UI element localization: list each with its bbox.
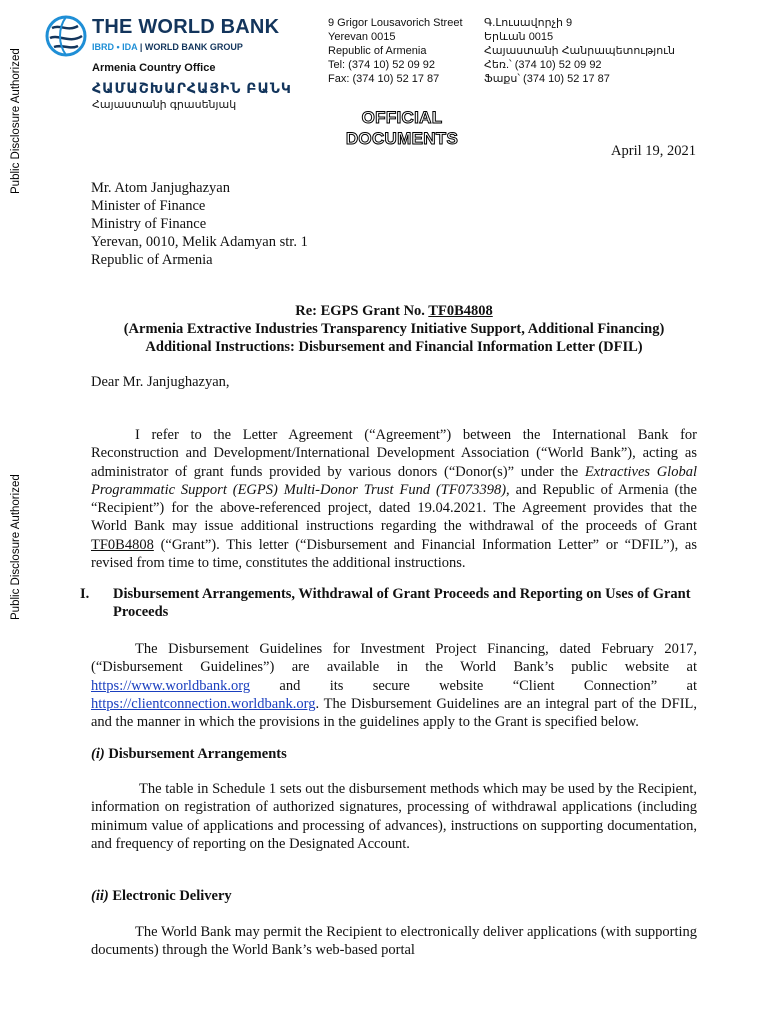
address-armenian: Գ.Լուսավորչի 9 Երևան 0015 Հայաստանի Հանրապետություն Հեռ.՝ (374 10) 52 09 92 Ֆաքս՝ (374 10) 52 17 87 xyxy=(484,17,675,85)
subheading-disbursement-arrangements: (i) Disbursement Arrangements xyxy=(91,746,287,762)
disclosure-label-top: Public Disclosure Authorized xyxy=(10,48,22,194)
addressee-block: Mr. Atom Janjughazyan Minister of Finance Ministry of Finance Yerevan, 0010, Melik Adamyan str. 1 Republic of Armenia xyxy=(91,180,308,268)
intro-paragraph: I refer to the Letter Agreement (“Agreement”) between the International Bank for Reconstruction and Development/International Development Association (“World Bank”), acting as administrator of grant funds provided by various donors (“Donor(s)” under the Extractives Global Programmatic Support (EGPS) Multi-Donor Trust Fund (TF073398), and Republic of Armenia (the “Recipient”) for the above-referenced project, dated 19.04.2021. The Agreement provides that the World Bank may issue additional instructions regarding the withdrawal of the proceeds of Grant TF0B4808 (“Grant”). This letter (“Disbursement and Financial Information Letter” or “DFIL”), as revised from time to time, constitutes the additional instructions. xyxy=(91,427,697,572)
subheading-electronic-delivery: (ii) Electronic Delivery xyxy=(91,888,232,904)
subject-block: Re: EGPS Grant No. TF0B4808 (Armenia Extractive Industries Transparency Initiative Support, Additional Financing) Additional Instructions: Disbursement and Financial Information Letter (DFIL) xyxy=(123,303,665,355)
address-english: 9 Grigor Lousavorich Street Yerevan 0015 Republic of Armenia Tel: (374 10) 52 09 92 Fax: (374 10) 52 17 87 xyxy=(328,17,463,85)
disbursement-paragraph: The table in Schedule 1 sets out the disbursement methods which may be used by the Recipient, information on registration of authorized signatures, processing of withdrawal applications (including minimum value of applications and processing of advances), instructions on supporting documentation, and frequency of reporting on the Designated Account. xyxy=(91,781,697,852)
electronic-delivery-paragraph: The World Bank may permit the Recipient to electronically deliver applications (with supporting documents) through the World Bank’s web-based portal xyxy=(91,924,697,959)
armenian-bank-name: ՀԱՄԱՇԽԱՐՀԱՅԻՆ ԲԱՆԿ xyxy=(92,80,292,96)
client-connection-link[interactable]: https://clientconnection.worldbank.org xyxy=(91,695,316,712)
worldbank-link[interactable]: https://www.worldbank.org xyxy=(91,677,251,694)
salutation: Dear Mr. Janjughazyan, xyxy=(91,374,230,390)
disclosure-label-middle: Public Disclosure Authorized xyxy=(10,474,22,620)
grant-number: TF0B4808 xyxy=(428,303,493,319)
world-bank-logo xyxy=(44,14,284,64)
country-office-label: Armenia Country Office xyxy=(92,62,216,74)
guidelines-paragraph: The Disbursement Guidelines for Investment Project Financing, dated February 2017, (“Disbursement Guidelines”) are available in the World Bank’s public website at https://www.worldbank.org and its secure website “Client Connection” at https://clientconnection.worldbank.org. The Disbursement Guidelines are an integral part of the DFIL, and the manner in which the provisions in the guidelines apply to the Grant is specified below. xyxy=(91,641,697,731)
logo-name: THE WORLD BANK xyxy=(92,16,280,38)
armenian-office-label: Հայաստանի գրասենյակ xyxy=(92,99,237,111)
section-heading-1: I. Disbursement Arrangements, Withdrawal of Grant Proceeds and Reporting on Uses of Grant Proceeds xyxy=(80,586,691,620)
official-documents-stamp: OFFICIAL DOCUMENTS xyxy=(345,108,459,148)
letter-date: April 19, 2021 xyxy=(611,143,696,159)
globe-icon xyxy=(44,14,88,58)
logo-subtitle: IBRD • IDA | WORLD BANK GROUP xyxy=(92,42,243,52)
